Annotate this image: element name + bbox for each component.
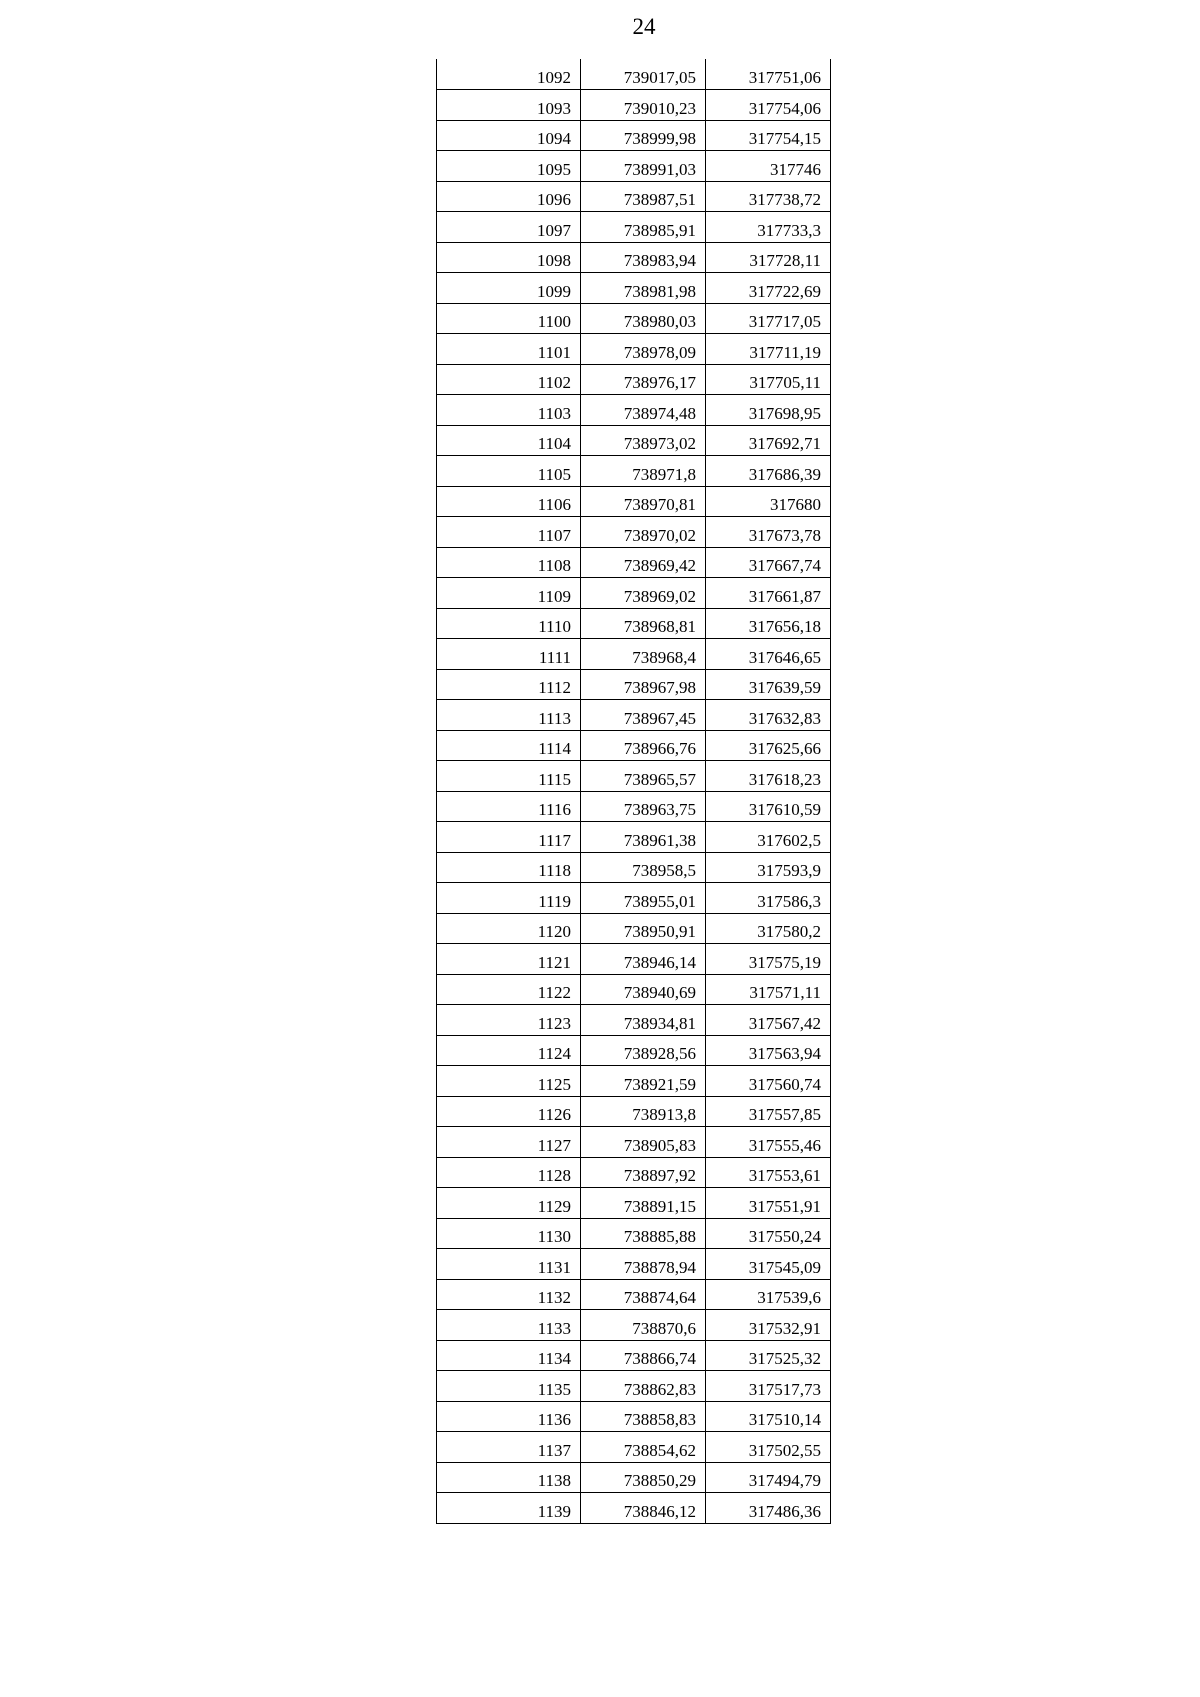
point-number-cell: 1093 (437, 90, 581, 121)
y-coordinate-cell: 317754,15 (706, 120, 831, 151)
x-coordinate-cell: 738958,5 (581, 852, 706, 883)
y-coordinate-cell: 317494,79 (706, 1462, 831, 1493)
x-coordinate-cell: 738981,98 (581, 273, 706, 304)
table-row (437, 1066, 831, 1097)
point-number-cell: 1122 (437, 974, 581, 1005)
y-coordinate-cell: 317722,69 (706, 273, 831, 304)
y-coordinate-cell: 317555,46 (706, 1127, 831, 1158)
point-number-cell: 1135 (437, 1371, 581, 1402)
table-row (437, 395, 831, 426)
y-coordinate-cell: 317575,19 (706, 944, 831, 975)
table-row (437, 90, 831, 121)
y-coordinate-cell: 317667,74 (706, 547, 831, 578)
point-number-cell: 1102 (437, 364, 581, 395)
table-row (437, 1493, 831, 1524)
table-row (437, 730, 831, 761)
point-number-cell: 1127 (437, 1127, 581, 1158)
point-number-cell: 1095 (437, 151, 581, 182)
y-coordinate-cell: 317711,19 (706, 334, 831, 365)
point-number-cell: 1096 (437, 181, 581, 212)
table-row (437, 1462, 831, 1493)
x-coordinate-cell: 738850,29 (581, 1462, 706, 1493)
point-number-cell: 1123 (437, 1005, 581, 1036)
x-coordinate-cell: 738963,75 (581, 791, 706, 822)
x-coordinate-cell: 738891,15 (581, 1188, 706, 1219)
point-number-cell: 1126 (437, 1096, 581, 1127)
table-row (437, 1432, 831, 1463)
x-coordinate-cell: 738913,8 (581, 1096, 706, 1127)
table-row (437, 944, 831, 975)
point-number-cell: 1117 (437, 822, 581, 853)
x-coordinate-cell: 738973,02 (581, 425, 706, 456)
point-number-cell: 1107 (437, 517, 581, 548)
point-number-cell: 1106 (437, 486, 581, 517)
y-coordinate-cell: 317550,24 (706, 1218, 831, 1249)
table-row (437, 303, 831, 334)
point-number-cell: 1138 (437, 1462, 581, 1493)
x-coordinate-cell: 738971,8 (581, 456, 706, 487)
y-coordinate-cell: 317539,6 (706, 1279, 831, 1310)
x-coordinate-cell: 738970,81 (581, 486, 706, 517)
table-row (437, 1371, 831, 1402)
y-coordinate-cell: 317545,09 (706, 1249, 831, 1280)
y-coordinate-cell: 317686,39 (706, 456, 831, 487)
x-coordinate-cell: 738966,76 (581, 730, 706, 761)
table-row (437, 181, 831, 212)
y-coordinate-cell: 317673,78 (706, 517, 831, 548)
table-row (437, 151, 831, 182)
y-coordinate-cell: 317692,71 (706, 425, 831, 456)
point-number-cell: 1099 (437, 273, 581, 304)
x-coordinate-cell: 738921,59 (581, 1066, 706, 1097)
coordinates-table (436, 59, 831, 1524)
point-number-cell: 1098 (437, 242, 581, 273)
table-row (437, 1188, 831, 1219)
table-row (437, 1005, 831, 1036)
coordinates-table-body (437, 59, 831, 1523)
y-coordinate-cell: 317751,06 (706, 59, 831, 90)
x-coordinate-cell: 738999,98 (581, 120, 706, 151)
table-row (437, 1340, 831, 1371)
point-number-cell: 1131 (437, 1249, 581, 1280)
y-coordinate-cell: 317728,11 (706, 242, 831, 273)
point-number-cell: 1094 (437, 120, 581, 151)
x-coordinate-cell: 738974,48 (581, 395, 706, 426)
x-coordinate-cell: 738928,56 (581, 1035, 706, 1066)
table-row (437, 608, 831, 639)
y-coordinate-cell: 317602,5 (706, 822, 831, 853)
table-row (437, 1249, 831, 1280)
y-coordinate-cell: 317486,36 (706, 1493, 831, 1524)
x-coordinate-cell: 738905,83 (581, 1127, 706, 1158)
y-coordinate-cell: 317586,3 (706, 883, 831, 914)
x-coordinate-cell: 738969,42 (581, 547, 706, 578)
x-coordinate-cell: 738970,02 (581, 517, 706, 548)
x-coordinate-cell: 738874,64 (581, 1279, 706, 1310)
point-number-cell: 1101 (437, 334, 581, 365)
point-number-cell: 1097 (437, 212, 581, 243)
point-number-cell: 1104 (437, 425, 581, 456)
y-coordinate-cell: 317738,72 (706, 181, 831, 212)
x-coordinate-cell: 738866,74 (581, 1340, 706, 1371)
table-row (437, 1310, 831, 1341)
y-coordinate-cell: 317733,3 (706, 212, 831, 243)
point-number-cell: 1105 (437, 456, 581, 487)
table-row (437, 700, 831, 731)
x-coordinate-cell: 738854,62 (581, 1432, 706, 1463)
table-row (437, 1401, 831, 1432)
y-coordinate-cell: 317510,14 (706, 1401, 831, 1432)
point-number-cell: 1136 (437, 1401, 581, 1432)
point-number-cell: 1108 (437, 547, 581, 578)
point-number-cell: 1134 (437, 1340, 581, 1371)
y-coordinate-cell: 317717,05 (706, 303, 831, 334)
y-coordinate-cell: 317502,55 (706, 1432, 831, 1463)
y-coordinate-cell: 317705,11 (706, 364, 831, 395)
y-coordinate-cell: 317557,85 (706, 1096, 831, 1127)
page-number: 24 (632, 14, 656, 39)
table-row (437, 1035, 831, 1066)
table-row (437, 425, 831, 456)
table-row (437, 791, 831, 822)
table-row (437, 883, 831, 914)
point-number-cell: 1100 (437, 303, 581, 334)
point-number-cell: 1120 (437, 913, 581, 944)
table-row (437, 578, 831, 609)
table-row (437, 1279, 831, 1310)
y-coordinate-cell: 317571,11 (706, 974, 831, 1005)
table-row (437, 456, 831, 487)
y-coordinate-cell: 317698,95 (706, 395, 831, 426)
table-row (437, 120, 831, 151)
table-row (437, 212, 831, 243)
y-coordinate-cell: 317517,73 (706, 1371, 831, 1402)
point-number-cell: 1119 (437, 883, 581, 914)
x-coordinate-cell: 738940,69 (581, 974, 706, 1005)
point-number-cell: 1124 (437, 1035, 581, 1066)
x-coordinate-cell: 738862,83 (581, 1371, 706, 1402)
y-coordinate-cell: 317746 (706, 151, 831, 182)
point-number-cell: 1103 (437, 395, 581, 426)
y-coordinate-cell: 317632,83 (706, 700, 831, 731)
x-coordinate-cell: 738978,09 (581, 334, 706, 365)
table-row (437, 1157, 831, 1188)
x-coordinate-cell: 738955,01 (581, 883, 706, 914)
table-row (437, 852, 831, 883)
table-row (437, 273, 831, 304)
x-coordinate-cell: 738969,02 (581, 578, 706, 609)
point-number-cell: 1113 (437, 700, 581, 731)
table-row (437, 1127, 831, 1158)
point-number-cell: 1125 (437, 1066, 581, 1097)
table-row (437, 639, 831, 670)
y-coordinate-cell: 317680 (706, 486, 831, 517)
table-row (437, 1096, 831, 1127)
x-coordinate-cell: 738885,88 (581, 1218, 706, 1249)
point-number-cell: 1130 (437, 1218, 581, 1249)
point-number-cell: 1133 (437, 1310, 581, 1341)
table-row (437, 517, 831, 548)
x-coordinate-cell: 738991,03 (581, 151, 706, 182)
point-number-cell: 1139 (437, 1493, 581, 1524)
y-coordinate-cell: 317580,2 (706, 913, 831, 944)
x-coordinate-cell: 738965,57 (581, 761, 706, 792)
point-number-cell: 1118 (437, 852, 581, 883)
table-row (437, 486, 831, 517)
table-row (437, 822, 831, 853)
point-number-cell: 1114 (437, 730, 581, 761)
y-coordinate-cell: 317567,42 (706, 1005, 831, 1036)
table-row (437, 974, 831, 1005)
x-coordinate-cell: 738946,14 (581, 944, 706, 975)
x-coordinate-cell: 739010,23 (581, 90, 706, 121)
y-coordinate-cell: 317610,59 (706, 791, 831, 822)
x-coordinate-cell: 738968,4 (581, 639, 706, 670)
x-coordinate-cell: 738987,51 (581, 181, 706, 212)
table-row (437, 1218, 831, 1249)
x-coordinate-cell: 738980,03 (581, 303, 706, 334)
x-coordinate-cell: 738967,45 (581, 700, 706, 731)
point-number-cell: 1128 (437, 1157, 581, 1188)
x-coordinate-cell: 738934,81 (581, 1005, 706, 1036)
y-coordinate-cell: 317656,18 (706, 608, 831, 639)
point-number-cell: 1092 (437, 59, 581, 90)
table-row (437, 59, 831, 90)
y-coordinate-cell: 317754,06 (706, 90, 831, 121)
point-number-cell: 1111 (437, 639, 581, 670)
y-coordinate-cell: 317593,9 (706, 852, 831, 883)
x-coordinate-cell: 738967,98 (581, 669, 706, 700)
point-number-cell: 1116 (437, 791, 581, 822)
table-row (437, 547, 831, 578)
x-coordinate-cell: 738961,38 (581, 822, 706, 853)
point-number-cell: 1132 (437, 1279, 581, 1310)
point-number-cell: 1129 (437, 1188, 581, 1219)
x-coordinate-cell: 738846,12 (581, 1493, 706, 1524)
point-number-cell: 1137 (437, 1432, 581, 1463)
table-row (437, 334, 831, 365)
y-coordinate-cell: 317563,94 (706, 1035, 831, 1066)
y-coordinate-cell: 317525,32 (706, 1340, 831, 1371)
x-coordinate-cell: 739017,05 (581, 59, 706, 90)
x-coordinate-cell: 738858,83 (581, 1401, 706, 1432)
point-number-cell: 1109 (437, 578, 581, 609)
x-coordinate-cell: 738878,94 (581, 1249, 706, 1280)
x-coordinate-cell: 738968,81 (581, 608, 706, 639)
y-coordinate-cell: 317618,23 (706, 761, 831, 792)
y-coordinate-cell: 317532,91 (706, 1310, 831, 1341)
y-coordinate-cell: 317551,91 (706, 1188, 831, 1219)
y-coordinate-cell: 317625,66 (706, 730, 831, 761)
point-number-cell: 1110 (437, 608, 581, 639)
x-coordinate-cell: 738870,6 (581, 1310, 706, 1341)
x-coordinate-cell: 738950,91 (581, 913, 706, 944)
y-coordinate-cell: 317560,74 (706, 1066, 831, 1097)
x-coordinate-cell: 738983,94 (581, 242, 706, 273)
point-number-cell: 1115 (437, 761, 581, 792)
x-coordinate-cell: 738897,92 (581, 1157, 706, 1188)
table-row (437, 913, 831, 944)
y-coordinate-cell: 317646,65 (706, 639, 831, 670)
y-coordinate-cell: 317553,61 (706, 1157, 831, 1188)
y-coordinate-cell: 317661,87 (706, 578, 831, 609)
y-coordinate-cell: 317639,59 (706, 669, 831, 700)
point-number-cell: 1121 (437, 944, 581, 975)
table-row (437, 242, 831, 273)
x-coordinate-cell: 738976,17 (581, 364, 706, 395)
table-row (437, 761, 831, 792)
x-coordinate-cell: 738985,91 (581, 212, 706, 243)
point-number-cell: 1112 (437, 669, 581, 700)
table-row (437, 364, 831, 395)
table-row (437, 669, 831, 700)
